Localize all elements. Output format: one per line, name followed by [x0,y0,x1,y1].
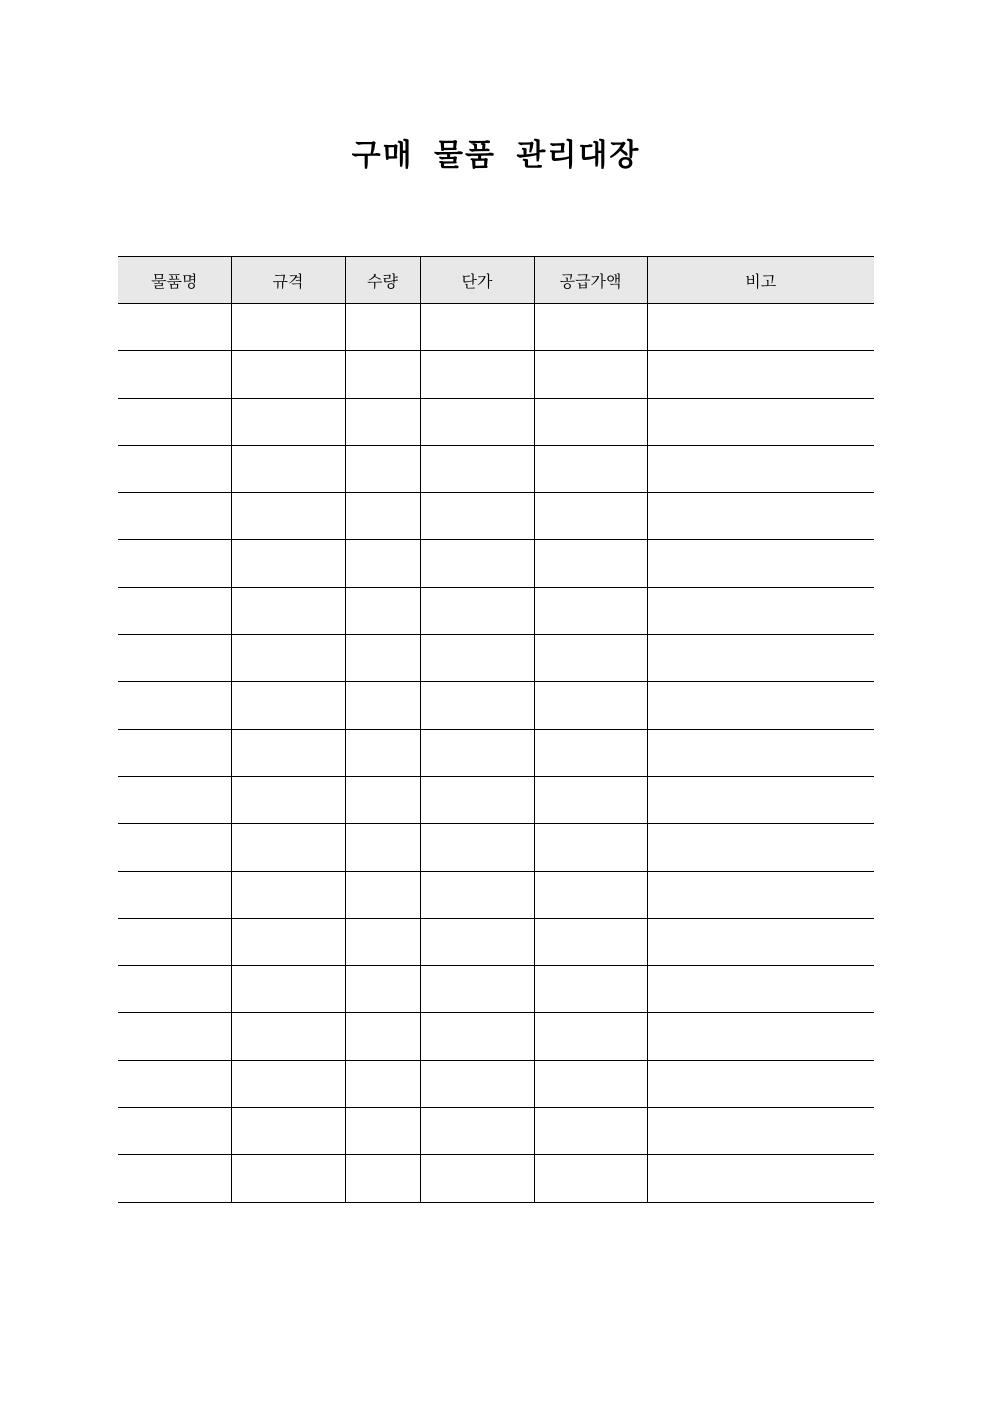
table-row [118,966,874,1013]
cell-item-name[interactable] [118,540,231,587]
table-row [118,540,874,587]
cell-spec[interactable] [231,304,345,351]
cell-item-name[interactable] [118,776,231,823]
header-quantity: 수량 [345,257,420,304]
cell-spec[interactable] [231,540,345,587]
cell-supply-amount[interactable] [534,1155,647,1202]
table-body [118,304,874,1203]
cell-spec[interactable] [231,918,345,965]
cell-unit-price[interactable] [420,918,534,965]
cell-supply-amount[interactable] [534,587,647,634]
cell-unit-price[interactable] [420,682,534,729]
cell-unit-price[interactable] [420,776,534,823]
cell-item-name[interactable] [118,587,231,634]
cell-quantity[interactable] [345,776,420,823]
cell-quantity[interactable] [345,398,420,445]
cell-spec[interactable] [231,824,345,871]
cell-quantity[interactable] [345,824,420,871]
table-row [118,776,874,823]
cell-supply-amount[interactable] [534,304,647,351]
cell-quantity[interactable] [345,1155,420,1202]
cell-unit-price[interactable] [420,398,534,445]
cell-unit-price[interactable] [420,729,534,776]
table-row [118,1155,874,1202]
table-header-row [118,257,874,304]
table-row [118,445,874,492]
cell-quantity[interactable] [345,871,420,918]
cell-remarks[interactable] [647,493,874,540]
cell-unit-price[interactable] [420,1060,534,1107]
cell-remarks[interactable] [647,824,874,871]
cell-item-name[interactable] [118,871,231,918]
cell-remarks[interactable] [647,1155,874,1202]
cell-remarks[interactable] [647,966,874,1013]
cell-quantity[interactable] [345,304,420,351]
cell-item-name[interactable] [118,398,231,445]
cell-quantity[interactable] [345,966,420,1013]
cell-spec[interactable] [231,1108,345,1155]
cell-item-name[interactable] [118,493,231,540]
cell-item-name[interactable] [118,966,231,1013]
cell-supply-amount[interactable] [534,918,647,965]
cell-item-name[interactable] [118,824,231,871]
cell-spec[interactable] [231,587,345,634]
cell-spec[interactable] [231,445,345,492]
cell-item-name[interactable] [118,1155,231,1202]
cell-item-name[interactable] [118,682,231,729]
cell-remarks[interactable] [647,871,874,918]
cell-remarks[interactable] [647,918,874,965]
cell-unit-price[interactable] [420,871,534,918]
cell-supply-amount[interactable] [534,540,647,587]
cell-remarks[interactable] [647,776,874,823]
table-row [118,682,874,729]
cell-spec[interactable] [231,729,345,776]
cell-item-name[interactable] [118,445,231,492]
cell-supply-amount[interactable] [534,871,647,918]
cell-quantity[interactable] [345,1013,420,1060]
cell-remarks[interactable] [647,587,874,634]
cell-supply-amount[interactable] [534,1013,647,1060]
cell-quantity[interactable] [345,635,420,682]
table-row [118,351,874,398]
cell-unit-price[interactable] [420,304,534,351]
cell-unit-price[interactable] [420,966,534,1013]
table-row [118,729,874,776]
table-row [118,1108,874,1155]
cell-remarks[interactable] [647,1108,874,1155]
cell-supply-amount[interactable] [534,445,647,492]
cell-item-name[interactable] [118,635,231,682]
table-row [118,1013,874,1060]
cell-unit-price[interactable] [420,824,534,871]
cell-remarks[interactable] [647,304,874,351]
table-row [118,1060,874,1107]
cell-remarks[interactable] [647,682,874,729]
cell-spec[interactable] [231,493,345,540]
cell-supply-amount[interactable] [534,682,647,729]
cell-unit-price[interactable] [420,493,534,540]
cell-quantity[interactable] [345,493,420,540]
table-row [118,493,874,540]
cell-remarks[interactable] [647,540,874,587]
table-row [118,918,874,965]
cell-item-name[interactable] [118,1060,231,1107]
cell-item-name[interactable] [118,1013,231,1060]
cell-quantity[interactable] [345,1060,420,1107]
cell-item-name[interactable] [118,304,231,351]
cell-unit-price[interactable] [420,587,534,634]
header-spec: 규격 [231,257,345,304]
table-row [118,871,874,918]
cell-supply-amount[interactable] [534,351,647,398]
cell-quantity[interactable] [345,682,420,729]
cell-quantity[interactable] [345,587,420,634]
cell-supply-amount[interactable] [534,493,647,540]
cell-remarks[interactable] [647,445,874,492]
cell-remarks[interactable] [647,398,874,445]
cell-spec[interactable] [231,1013,345,1060]
cell-quantity[interactable] [345,918,420,965]
header-supply-amount: 공급가액 [534,257,647,304]
cell-unit-price[interactable] [420,351,534,398]
cell-unit-price[interactable] [420,445,534,492]
cell-supply-amount[interactable] [534,776,647,823]
cell-spec[interactable] [231,682,345,729]
table-row [118,587,874,634]
table-row [118,398,874,445]
cell-supply-amount[interactable] [534,824,647,871]
cell-unit-price[interactable] [420,1155,534,1202]
cell-supply-amount[interactable] [534,1108,647,1155]
header-unit-price: 단가 [420,257,534,304]
cell-remarks[interactable] [647,351,874,398]
cell-supply-amount[interactable] [534,729,647,776]
cell-quantity[interactable] [345,445,420,492]
table-row [118,635,874,682]
cell-supply-amount[interactable] [534,966,647,1013]
cell-remarks[interactable] [647,635,874,682]
cell-supply-amount[interactable] [534,1060,647,1107]
cell-spec[interactable] [231,871,345,918]
cell-spec[interactable] [231,1060,345,1107]
cell-item-name[interactable] [118,918,231,965]
header-remarks: 비고 [647,257,874,304]
cell-spec[interactable] [231,1155,345,1202]
cell-spec[interactable] [231,776,345,823]
header-item-name: 물품명 [118,257,231,304]
cell-quantity[interactable] [345,540,420,587]
table-row [118,824,874,871]
cell-remarks[interactable] [647,1060,874,1107]
cell-unit-price[interactable] [420,635,534,682]
cell-item-name[interactable] [118,351,231,398]
cell-spec[interactable] [231,398,345,445]
cell-quantity[interactable] [345,729,420,776]
cell-spec[interactable] [231,351,345,398]
cell-unit-price[interactable] [420,540,534,587]
cell-item-name[interactable] [118,729,231,776]
cell-unit-price[interactable] [420,1108,534,1155]
page-title: 구매 물품 관리대장 [351,138,641,173]
cell-spec[interactable] [231,635,345,682]
cell-spec[interactable] [231,966,345,1013]
table-row [118,304,874,351]
cell-remarks[interactable] [647,1013,874,1060]
cell-supply-amount[interactable] [534,635,647,682]
cell-quantity[interactable] [345,1108,420,1155]
cell-supply-amount[interactable] [534,398,647,445]
cell-quantity[interactable] [345,351,420,398]
cell-item-name[interactable] [118,1108,231,1155]
cell-remarks[interactable] [647,729,874,776]
cell-unit-price[interactable] [420,1013,534,1060]
purchase-ledger-table [118,256,874,1203]
